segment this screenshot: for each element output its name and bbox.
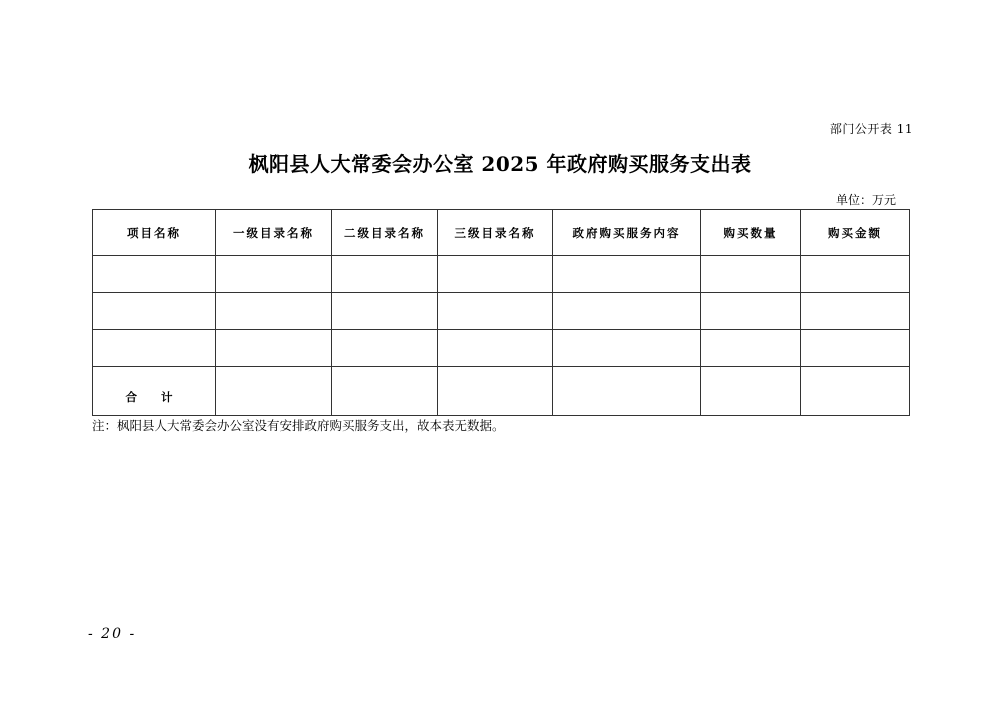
table-cell (701, 293, 801, 330)
table-row (93, 293, 910, 330)
table-cell (93, 330, 216, 367)
table-cell (216, 330, 332, 367)
table-cell (801, 293, 910, 330)
table-cell (216, 256, 332, 293)
column-header-level3-category: 三级目录名称 (438, 210, 553, 256)
purchase-services-table (92, 209, 910, 416)
unit-label: 单位：万元 (835, 193, 896, 207)
table-row (93, 330, 910, 367)
table-cell (553, 256, 701, 293)
total-label: 合 计 (93, 367, 216, 416)
table-cell (93, 256, 216, 293)
table-cell (801, 256, 910, 293)
table-cell (553, 367, 701, 416)
table-note: 注：枫阳县人大常委会办公室没有安排政府购买服务支出，故本表无数据。 (92, 418, 505, 433)
column-header-project-name: 项目名称 (93, 210, 216, 256)
table-cell (332, 367, 438, 416)
table-cell (438, 367, 553, 416)
table-row (93, 256, 910, 293)
table-cell (438, 330, 553, 367)
table-cell (216, 367, 332, 416)
table-cell (701, 367, 801, 416)
total-row (93, 367, 910, 416)
column-header-level1-category: 一级目录名称 (216, 210, 332, 256)
table-cell (332, 293, 438, 330)
table-cell (801, 330, 910, 367)
column-header-amount: 购买金额 (801, 210, 910, 256)
table-cell (701, 256, 801, 293)
column-header-level2-category: 二级目录名称 (332, 210, 438, 256)
column-header-service-content: 政府购买服务内容 (553, 210, 701, 256)
table-cell (332, 330, 438, 367)
page-number: - 20 - (88, 626, 137, 642)
table-cell (553, 330, 701, 367)
table-cell (801, 367, 910, 416)
table-cell (216, 293, 332, 330)
column-header-quantity: 购买数量 (701, 210, 801, 256)
table-header-row (93, 210, 910, 256)
table-cell (701, 330, 801, 367)
table-cell (332, 256, 438, 293)
table-cell (438, 256, 553, 293)
table-cell (553, 293, 701, 330)
document-title: 枫阳县人大常委会办公室 2025 年政府购买服务支出表 (248, 152, 752, 176)
table-cell (93, 293, 216, 330)
table-cell (438, 293, 553, 330)
form-id: 部门公开表 11 (829, 122, 913, 136)
